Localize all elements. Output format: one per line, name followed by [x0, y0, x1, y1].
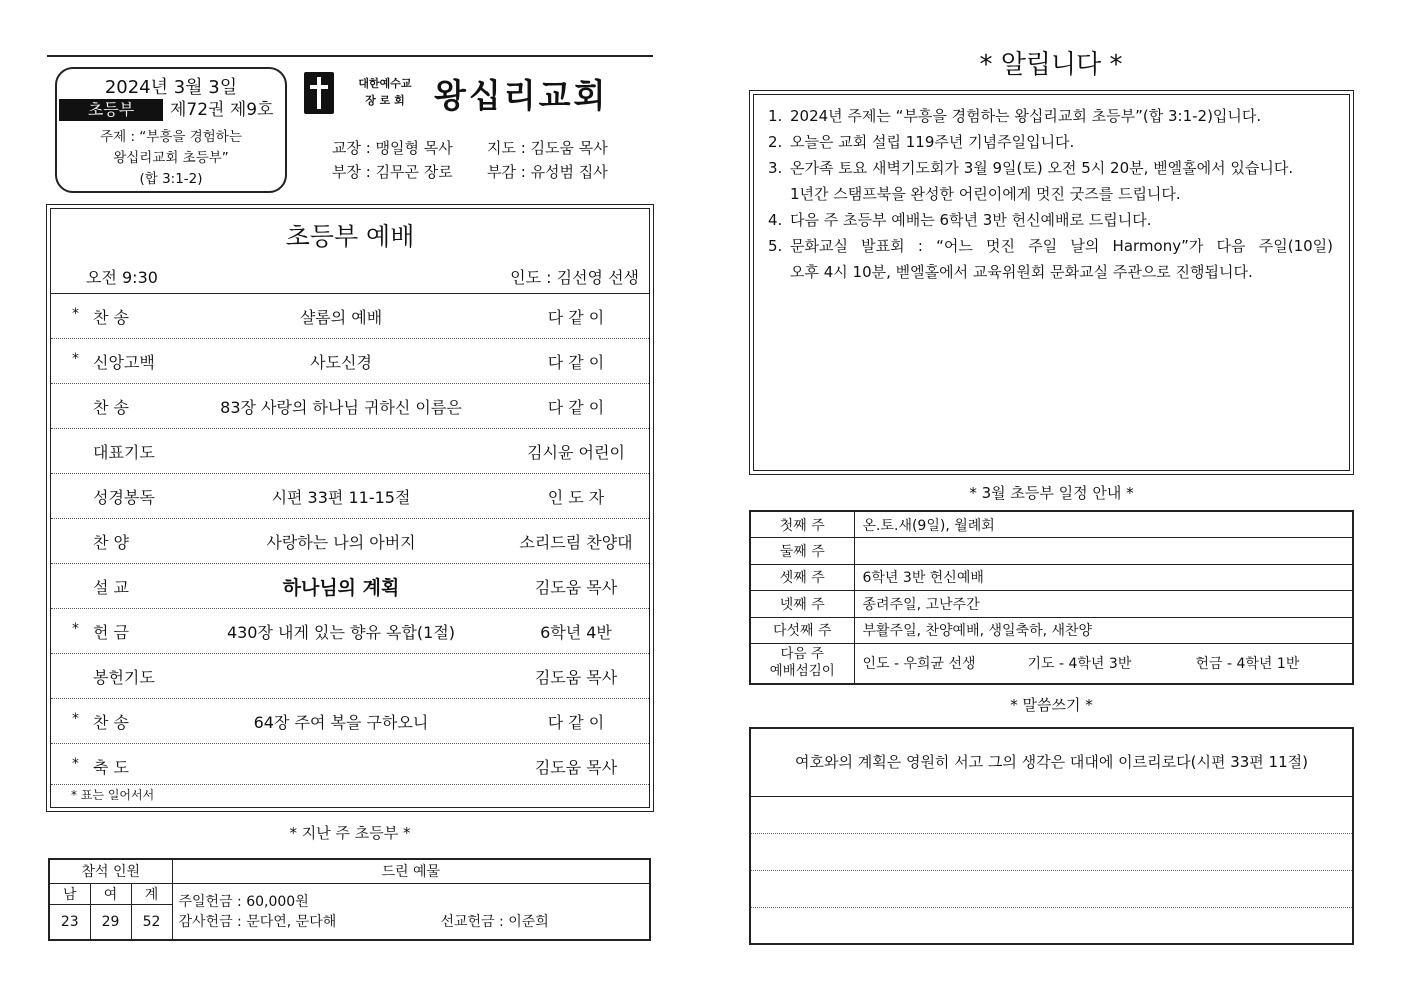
order-item-name: 찬 양	[93, 533, 129, 552]
order-item-leader: 김도움 목사	[534, 578, 618, 597]
mission-offering: 선교헌금 : 이준희	[440, 913, 549, 930]
order-item-content: 샬롬의 예배	[299, 308, 383, 327]
order-item-content: 64장 주여 복을 구하오니	[253, 713, 429, 732]
notice-line: 1년간 스탬프북을 완성한 어린이에게 멋진 굿즈를 드립니다.	[790, 185, 1181, 203]
notice-text	[790, 233, 1333, 285]
order-item-content: 83장 사랑의 하나님 귀하신 이름은	[220, 398, 462, 417]
attendance-col-total: 계	[131, 883, 172, 904]
attendance-female: 29	[90, 904, 131, 940]
denomination-line: 대한예수교	[358, 77, 412, 90]
order-item-name: 신앙고백	[93, 353, 155, 372]
staff-vice: 부감 : 유성범 집사	[487, 163, 608, 181]
order-row	[51, 473, 649, 518]
next-week-servers	[854, 644, 1353, 684]
notice-line: 온가족 토요 새벽기도회가 3월 9일(토) 오전 5시 20분, 벧엘홀에서 있습니다.	[790, 159, 1294, 177]
order-row	[51, 383, 649, 428]
bulletin-info-box	[55, 67, 287, 193]
year-theme	[61, 127, 281, 190]
notice-item	[768, 233, 1333, 285]
order-item-leader: 인 도 자	[547, 488, 605, 507]
schedule-row	[750, 564, 1353, 591]
notice-line: 문화교실 발표회 : “어느 멋진 주일 날의 Harmony”가 다음 주일(10일)	[790, 237, 1333, 255]
staff-pastor: 교장 : 맹일형 목사	[332, 139, 453, 157]
schedule-event: 6학년 3반 헌신예배	[854, 564, 1353, 591]
label-line: 다음 주	[780, 646, 824, 663]
order-item-name: 설 교	[93, 578, 129, 597]
writing-line	[751, 870, 1352, 871]
attendance-male: 23	[49, 904, 90, 940]
cross-logo-icon	[304, 72, 334, 114]
writing-line	[751, 833, 1352, 834]
offering-line: 주일헌금 : 60,000원	[178, 893, 309, 910]
worship-time: 오전 9:30	[86, 268, 158, 287]
order-row	[51, 563, 649, 608]
worship-title: 초등부 예배	[285, 222, 415, 251]
next-week-servers-row	[750, 644, 1353, 684]
attendance-total: 52	[131, 904, 172, 940]
notice-item	[768, 207, 1333, 233]
last-week-title: * 지난 주 초등부 *	[289, 824, 411, 842]
schedule-week: 다섯째 주	[750, 617, 854, 644]
offering-details	[172, 883, 650, 940]
worship-presider: 인도 : 김선영 선생	[510, 268, 639, 287]
order-item-name: 찬 송	[93, 398, 129, 417]
order-item-leader: 소리드림 찬양대	[519, 533, 633, 552]
schedule-week: 둘째 주	[750, 538, 854, 565]
schedule-row	[750, 511, 1353, 538]
attendance-col-male: 남	[49, 883, 90, 904]
denomination	[346, 75, 424, 109]
notice-item	[768, 155, 1333, 207]
bulletin-date: 2024년 3월 3일	[104, 77, 238, 98]
order-item-content: 430장 내게 있는 향유 옥합(1절)	[226, 623, 456, 642]
attendance-col-female: 여	[90, 883, 131, 904]
order-item-name: 헌 금	[93, 623, 129, 642]
staff-head: 부장 : 김무곤 장로	[332, 163, 453, 181]
order-item-name: 축 도	[93, 758, 129, 777]
order-item-leader: 다 같 이	[547, 398, 605, 417]
notice-number: 1.	[768, 107, 783, 125]
standing-mark: *	[72, 756, 79, 772]
order-item-name: 찬 송	[93, 713, 129, 732]
notice-item	[768, 103, 1333, 129]
standing-mark: *	[72, 621, 79, 637]
schedule-row	[750, 617, 1353, 644]
schedule-title: * 3월 초등부 일정 안내 *	[969, 484, 1134, 502]
standing-mark: *	[72, 306, 79, 322]
standing-note: * 표는 일어서서	[71, 788, 155, 802]
church-name: 왕십리교회	[434, 76, 609, 115]
notice-title: * 알립니다 *	[979, 50, 1123, 80]
order-item-leader: 다 같 이	[547, 308, 605, 327]
schedule-week: 셋째 주	[750, 564, 854, 591]
standing-mark: *	[72, 711, 79, 727]
sermon-title: 하나님의 계획	[282, 577, 400, 599]
schedule-event: 온.토.새(9일), 월례회	[854, 511, 1353, 538]
order-item-leader: 김도움 목사	[534, 758, 618, 777]
order-row	[51, 428, 649, 473]
notice-text: 2024년 주제는 “부흥을 경험하는 왕십리교회 초등부”(합 3:1-2)입니다.	[790, 107, 1262, 125]
schedule-row	[750, 591, 1353, 618]
schedule-event: 부활주일, 찬양예배, 생일축하, 새찬양	[854, 617, 1353, 644]
notice-text: 다음 주 초등부 예배는 6학년 3반 헌신예배로 드립니다.	[790, 211, 1152, 229]
department-badge: 초등부	[59, 99, 163, 121]
notice-text: 오늘은 교회 설립 119주년 기념주일입니다.	[790, 133, 1075, 151]
notice-text	[790, 155, 1333, 207]
order-row	[51, 293, 649, 338]
verse-text: 여호와의 계획은 영원히 서고 그의 생각은 대대에 이르리로다(시편 33편 11절)	[751, 729, 1352, 797]
order-row	[51, 653, 649, 698]
order-item-content: 사랑하는 나의 아버지	[266, 533, 416, 552]
order-row	[51, 338, 649, 383]
order-item-leader: 김시윤 어린이	[527, 443, 625, 462]
offering-header: 드린 예물	[172, 859, 650, 883]
staff-director: 지도 : 김도움 목사	[487, 139, 608, 157]
next-prayer: 기도 - 4학년 3반	[1027, 656, 1132, 673]
next-lead: 인도 - 우희균 선생	[862, 656, 976, 673]
thanks-offering: 감사헌금 : 문다연, 문다해	[178, 913, 337, 930]
order-row	[51, 743, 649, 788]
theme-line: 주제 : “부흥을 경험하는	[100, 129, 242, 145]
notice-list	[768, 103, 1333, 285]
schedule-week: 넷째 주	[750, 591, 854, 618]
last-week-table	[48, 858, 651, 941]
notice-box	[749, 90, 1354, 475]
notice-line: 오후 4시 10분, 벧엘홀에서 교육위원회 문화교실 주관으로 진행됩니다.	[790, 263, 1253, 281]
next-week-label	[750, 644, 854, 684]
worship-order-box	[46, 204, 654, 812]
divider	[51, 784, 649, 785]
order-item-content: 사도신경	[310, 353, 372, 372]
order-item-leader: 6학년 4반	[540, 623, 612, 642]
order-list	[51, 293, 649, 788]
standing-mark: *	[72, 351, 79, 367]
schedule-table	[749, 510, 1354, 685]
attendance-header: 참석 인원	[49, 859, 172, 883]
volume-number: 제72권 제9호	[170, 100, 274, 120]
top-rule	[47, 55, 653, 57]
order-item-name: 성경봉독	[93, 488, 155, 507]
theme-line: (합 3:1-2)	[139, 171, 203, 187]
label-line: 예배섬김이	[769, 663, 835, 680]
notice-item	[768, 129, 1333, 155]
verse-writing-box	[749, 727, 1354, 945]
order-row	[51, 608, 649, 653]
schedule-row	[750, 538, 1353, 565]
theme-line: 왕십리교회 초등부”	[113, 150, 229, 166]
notice-number: 5.	[768, 237, 783, 255]
offering-line	[179, 912, 644, 932]
notice-number: 4.	[768, 211, 783, 229]
notice-number: 3.	[768, 159, 783, 177]
order-item-leader: 다 같 이	[547, 713, 605, 732]
denomination-line: 장 로 회	[365, 94, 405, 107]
order-item-leader: 다 같 이	[547, 353, 605, 372]
order-item-name: 찬 송	[93, 308, 129, 327]
staff-list	[332, 136, 608, 184]
schedule-week: 첫째 주	[750, 511, 854, 538]
schedule-event	[854, 538, 1353, 565]
notice-number: 2.	[768, 133, 783, 151]
order-row	[51, 698, 649, 743]
order-row	[51, 518, 649, 563]
order-item-leader: 김도움 목사	[534, 668, 618, 687]
order-item-name: 대표기도	[93, 443, 155, 462]
verse-title: * 말씀쓰기 *	[1010, 696, 1093, 714]
writing-line	[751, 907, 1352, 908]
order-item-name: 봉헌기도	[93, 668, 155, 687]
next-offering: 헌금 - 4학년 1반	[1195, 656, 1300, 673]
order-item-content: 시편 33편 11-15절	[271, 488, 411, 507]
schedule-event: 종려주일, 고난주간	[854, 591, 1353, 618]
